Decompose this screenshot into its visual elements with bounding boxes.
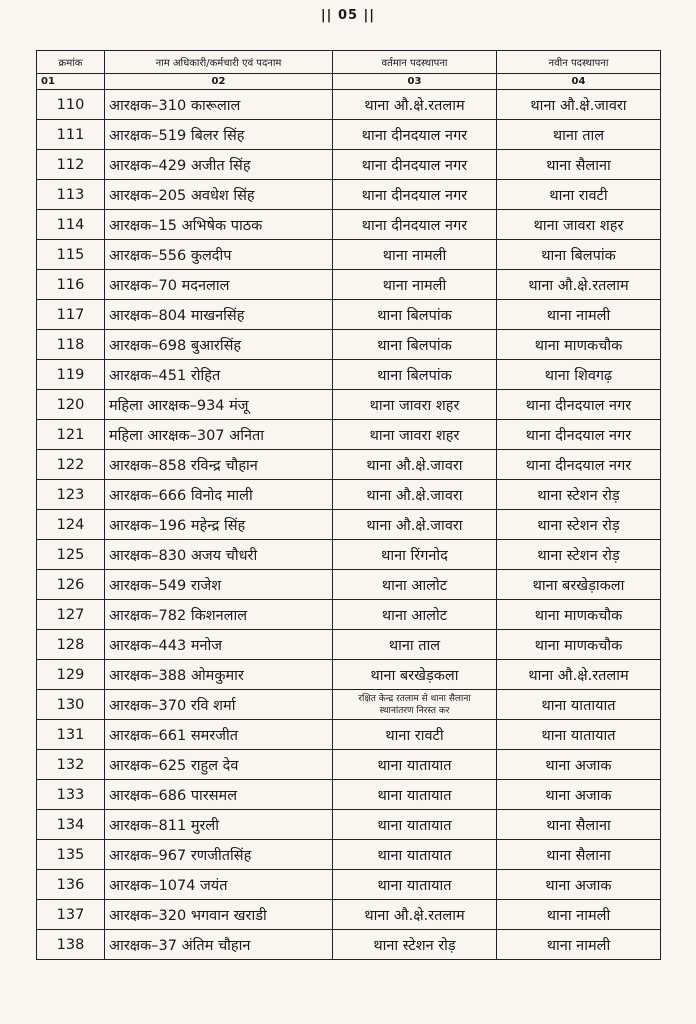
row-new-posting: थाना अजाक <box>497 750 661 780</box>
row-name: आरक्षक–556 कुलदीप <box>105 240 333 270</box>
row-new-posting: थाना बरखेड़ाकला <box>497 570 661 600</box>
row-new-posting: थाना माणकचौक <box>497 630 661 660</box>
row-new-posting: थाना यातायात <box>497 690 661 720</box>
row-name: आरक्षक–519 बिलर सिंह <box>105 120 333 150</box>
row-serial: 113 <box>37 180 105 210</box>
row-name: आरक्षक–666 विनोद माली <box>105 480 333 510</box>
table-row <box>37 900 661 930</box>
row-new-posting: थाना सैलाना <box>497 840 661 870</box>
row-name: आरक्षक–196 महेन्द्र सिंह <box>105 510 333 540</box>
row-current-posting: थाना औ.क्षे.जावरा <box>333 510 497 540</box>
row-serial: 123 <box>37 480 105 510</box>
row-current-posting: थाना यातायात <box>333 780 497 810</box>
page-number: || 05 || <box>320 8 376 23</box>
row-name: महिला आरक्षक–307 अनिता <box>105 420 333 450</box>
row-serial: 110 <box>37 90 105 120</box>
table-row <box>37 390 661 420</box>
row-new-posting: थाना नामली <box>497 930 661 960</box>
row-current-posting: थाना बरखेड़कला <box>333 660 497 690</box>
row-serial: 114 <box>37 210 105 240</box>
table-row <box>37 660 661 690</box>
row-new-posting: थाना स्टेशन रोड़ <box>497 480 661 510</box>
table-row <box>37 570 661 600</box>
row-name: आरक्षक–70 मदनलाल <box>105 270 333 300</box>
table-row <box>37 480 661 510</box>
row-current-posting: थाना रावटी <box>333 720 497 750</box>
row-current-posting: थाना नामली <box>333 270 497 300</box>
row-serial: 136 <box>37 870 105 900</box>
subheader-col3: 03 <box>333 74 497 90</box>
row-name: आरक्षक–804 माखनसिंह <box>105 300 333 330</box>
row-current-posting: थाना औ.क्षे.जावरा <box>333 480 497 510</box>
row-name: आरक्षक–205 अवधेश सिंह <box>105 180 333 210</box>
row-name: आरक्षक–15 अभिषेक पाठक <box>105 210 333 240</box>
table-row <box>37 750 661 780</box>
table-row <box>37 90 661 120</box>
row-serial: 127 <box>37 600 105 630</box>
row-new-posting: थाना औ.क्षे.जावरा <box>497 90 661 120</box>
row-current-posting: थाना नामली <box>333 240 497 270</box>
row-serial: 126 <box>37 570 105 600</box>
table-row <box>37 930 661 960</box>
row-new-posting: थाना औ.क्षे.रतलाम <box>497 660 661 690</box>
row-name: आरक्षक–443 मनोज <box>105 630 333 660</box>
table-row <box>37 330 661 360</box>
row-new-posting: थाना दीनदयाल नगर <box>497 390 661 420</box>
row-serial: 125 <box>37 540 105 570</box>
row-current-posting: थाना बिलपांक <box>333 360 497 390</box>
row-current-posting: थाना यातायात <box>333 840 497 870</box>
row-name: आरक्षक–967 रणजीतसिंह <box>105 840 333 870</box>
header-name: नाम अधिकारी/कर्मचारी एवं पदनाम <box>105 51 333 74</box>
row-serial: 117 <box>37 300 105 330</box>
row-current-posting: थाना औ.क्षे.रतलाम <box>333 90 497 120</box>
table-row <box>37 180 661 210</box>
row-new-posting: थाना यातायात <box>497 720 661 750</box>
row-serial: 116 <box>37 270 105 300</box>
row-current-posting: थाना ताल <box>333 630 497 660</box>
row-name: आरक्षक–686 पारसमल <box>105 780 333 810</box>
row-new-posting: थाना नामली <box>497 300 661 330</box>
table-row <box>37 690 661 720</box>
table-row <box>37 870 661 900</box>
header-serial: क्रमांक <box>37 51 105 74</box>
row-serial: 121 <box>37 420 105 450</box>
row-current-posting: थाना रिंगनोद <box>333 540 497 570</box>
row-new-posting: थाना दीनदयाल नगर <box>497 450 661 480</box>
row-current-posting: थाना यातायात <box>333 870 497 900</box>
table-row <box>37 510 661 540</box>
subheader-col1: 01 <box>37 74 105 90</box>
row-new-posting: थाना औ.क्षे.रतलाम <box>497 270 661 300</box>
row-name: आरक्षक–811 मुरली <box>105 810 333 840</box>
row-name: महिला आरक्षक–934 मंजू <box>105 390 333 420</box>
row-serial: 111 <box>37 120 105 150</box>
table-row <box>37 840 661 870</box>
row-name: आरक्षक–1074 जयंत <box>105 870 333 900</box>
row-current-posting: थाना आलोट <box>333 570 497 600</box>
table-row <box>37 120 661 150</box>
row-serial: 124 <box>37 510 105 540</box>
table-row <box>37 540 661 570</box>
row-new-posting: थाना शिवगढ़ <box>497 360 661 390</box>
row-new-posting: थाना स्टेशन रोड़ <box>497 510 661 540</box>
row-new-posting: थाना जावरा शहर <box>497 210 661 240</box>
header-current-posting: वर्तमान पदस्थापना <box>333 51 497 74</box>
row-serial: 129 <box>37 660 105 690</box>
subheader-col2: 02 <box>105 74 333 90</box>
table-row <box>37 810 661 840</box>
row-new-posting: थाना अजाक <box>497 870 661 900</box>
row-new-posting: थाना सैलाना <box>497 810 661 840</box>
table-row <box>37 210 661 240</box>
table-row <box>37 300 661 330</box>
row-current-posting: थाना दीनदयाल नगर <box>333 210 497 240</box>
row-serial: 134 <box>37 810 105 840</box>
row-current-posting: थाना जावरा शहर <box>333 420 497 450</box>
row-current-posting: थाना जावरा शहर <box>333 390 497 420</box>
row-name: आरक्षक–320 भगवान खराडी <box>105 900 333 930</box>
row-name: आरक्षक–625 राहुल देव <box>105 750 333 780</box>
current-posting-line2: स्थानांतरण निरस्त कर <box>379 705 450 716</box>
row-serial: 118 <box>37 330 105 360</box>
row-new-posting: थाना सैलाना <box>497 150 661 180</box>
row-new-posting: थाना नामली <box>497 900 661 930</box>
header-new-posting: नवीन पदस्थापना <box>497 51 661 74</box>
row-current-posting: थाना बिलपांक <box>333 330 497 360</box>
row-name: आरक्षक–310 कारूलाल <box>105 90 333 120</box>
row-new-posting: थाना माणकचौक <box>497 330 661 360</box>
row-new-posting: थाना माणकचौक <box>497 600 661 630</box>
row-current-posting: थाना दीनदयाल नगर <box>333 180 497 210</box>
row-serial: 131 <box>37 720 105 750</box>
table-row <box>37 780 661 810</box>
row-current-posting: थाना दीनदयाल नगर <box>333 120 497 150</box>
row-current-posting: थाना बिलपांक <box>333 300 497 330</box>
row-current-posting: थाना आलोट <box>333 600 497 630</box>
row-current-posting: थाना यातायात <box>333 750 497 780</box>
row-serial: 133 <box>37 780 105 810</box>
row-serial: 119 <box>37 360 105 390</box>
row-current-posting: थाना स्टेशन रोड़ <box>333 930 497 960</box>
table-body <box>37 90 661 960</box>
table-row <box>37 270 661 300</box>
row-new-posting: थाना ताल <box>497 120 661 150</box>
row-name: आरक्षक–661 समरजीत <box>105 720 333 750</box>
row-new-posting: थाना बिलपांक <box>497 240 661 270</box>
row-serial: 120 <box>37 390 105 420</box>
table-subheader-row <box>37 74 661 90</box>
subheader-col4: 04 <box>497 74 661 90</box>
row-serial: 112 <box>37 150 105 180</box>
table-header-row <box>37 51 661 74</box>
table-row <box>37 630 661 660</box>
row-serial: 132 <box>37 750 105 780</box>
row-name: आरक्षक–370 रवि शर्मा <box>105 690 333 720</box>
row-name: आरक्षक–388 ओमकुमार <box>105 660 333 690</box>
table-row <box>37 240 661 270</box>
row-serial: 138 <box>37 930 105 960</box>
row-name: आरक्षक–429 अजीत सिंह <box>105 150 333 180</box>
row-name: आरक्षक–858 रविन्द्र चौहान <box>105 450 333 480</box>
table-row <box>37 150 661 180</box>
row-current-posting: थाना दीनदयाल नगर <box>333 150 497 180</box>
row-new-posting: थाना दीनदयाल नगर <box>497 420 661 450</box>
row-serial: 128 <box>37 630 105 660</box>
row-current-posting: थाना यातायात <box>333 810 497 840</box>
row-serial: 122 <box>37 450 105 480</box>
row-name: आरक्षक–830 अजय चौधरी <box>105 540 333 570</box>
row-new-posting: थाना स्टेशन रोड़ <box>497 540 661 570</box>
row-current-posting: थाना औ.क्षे.जावरा <box>333 450 497 480</box>
transfer-table <box>36 50 661 960</box>
table-row <box>37 720 661 750</box>
table-row <box>37 420 661 450</box>
row-serial: 137 <box>37 900 105 930</box>
table-row <box>37 360 661 390</box>
row-current-posting: थाना औ.क्षे.रतलाम <box>333 900 497 930</box>
current-posting-line1: रक्षित केन्द्र रतलाम से थाना सैलाना <box>358 693 471 704</box>
row-serial: 130 <box>37 690 105 720</box>
table-row <box>37 600 661 630</box>
row-serial: 135 <box>37 840 105 870</box>
row-name: आरक्षक–782 किशनलाल <box>105 600 333 630</box>
row-new-posting: थाना अजाक <box>497 780 661 810</box>
row-name: आरक्षक–37 अंतिम चौहान <box>105 930 333 960</box>
row-name: आरक्षक–549 राजेश <box>105 570 333 600</box>
row-current-posting <box>333 690 497 720</box>
row-serial: 115 <box>37 240 105 270</box>
table-row <box>37 450 661 480</box>
row-name: आरक्षक–451 रोहित <box>105 360 333 390</box>
row-name: आरक्षक–698 बुआरसिंह <box>105 330 333 360</box>
row-new-posting: थाना रावटी <box>497 180 661 210</box>
